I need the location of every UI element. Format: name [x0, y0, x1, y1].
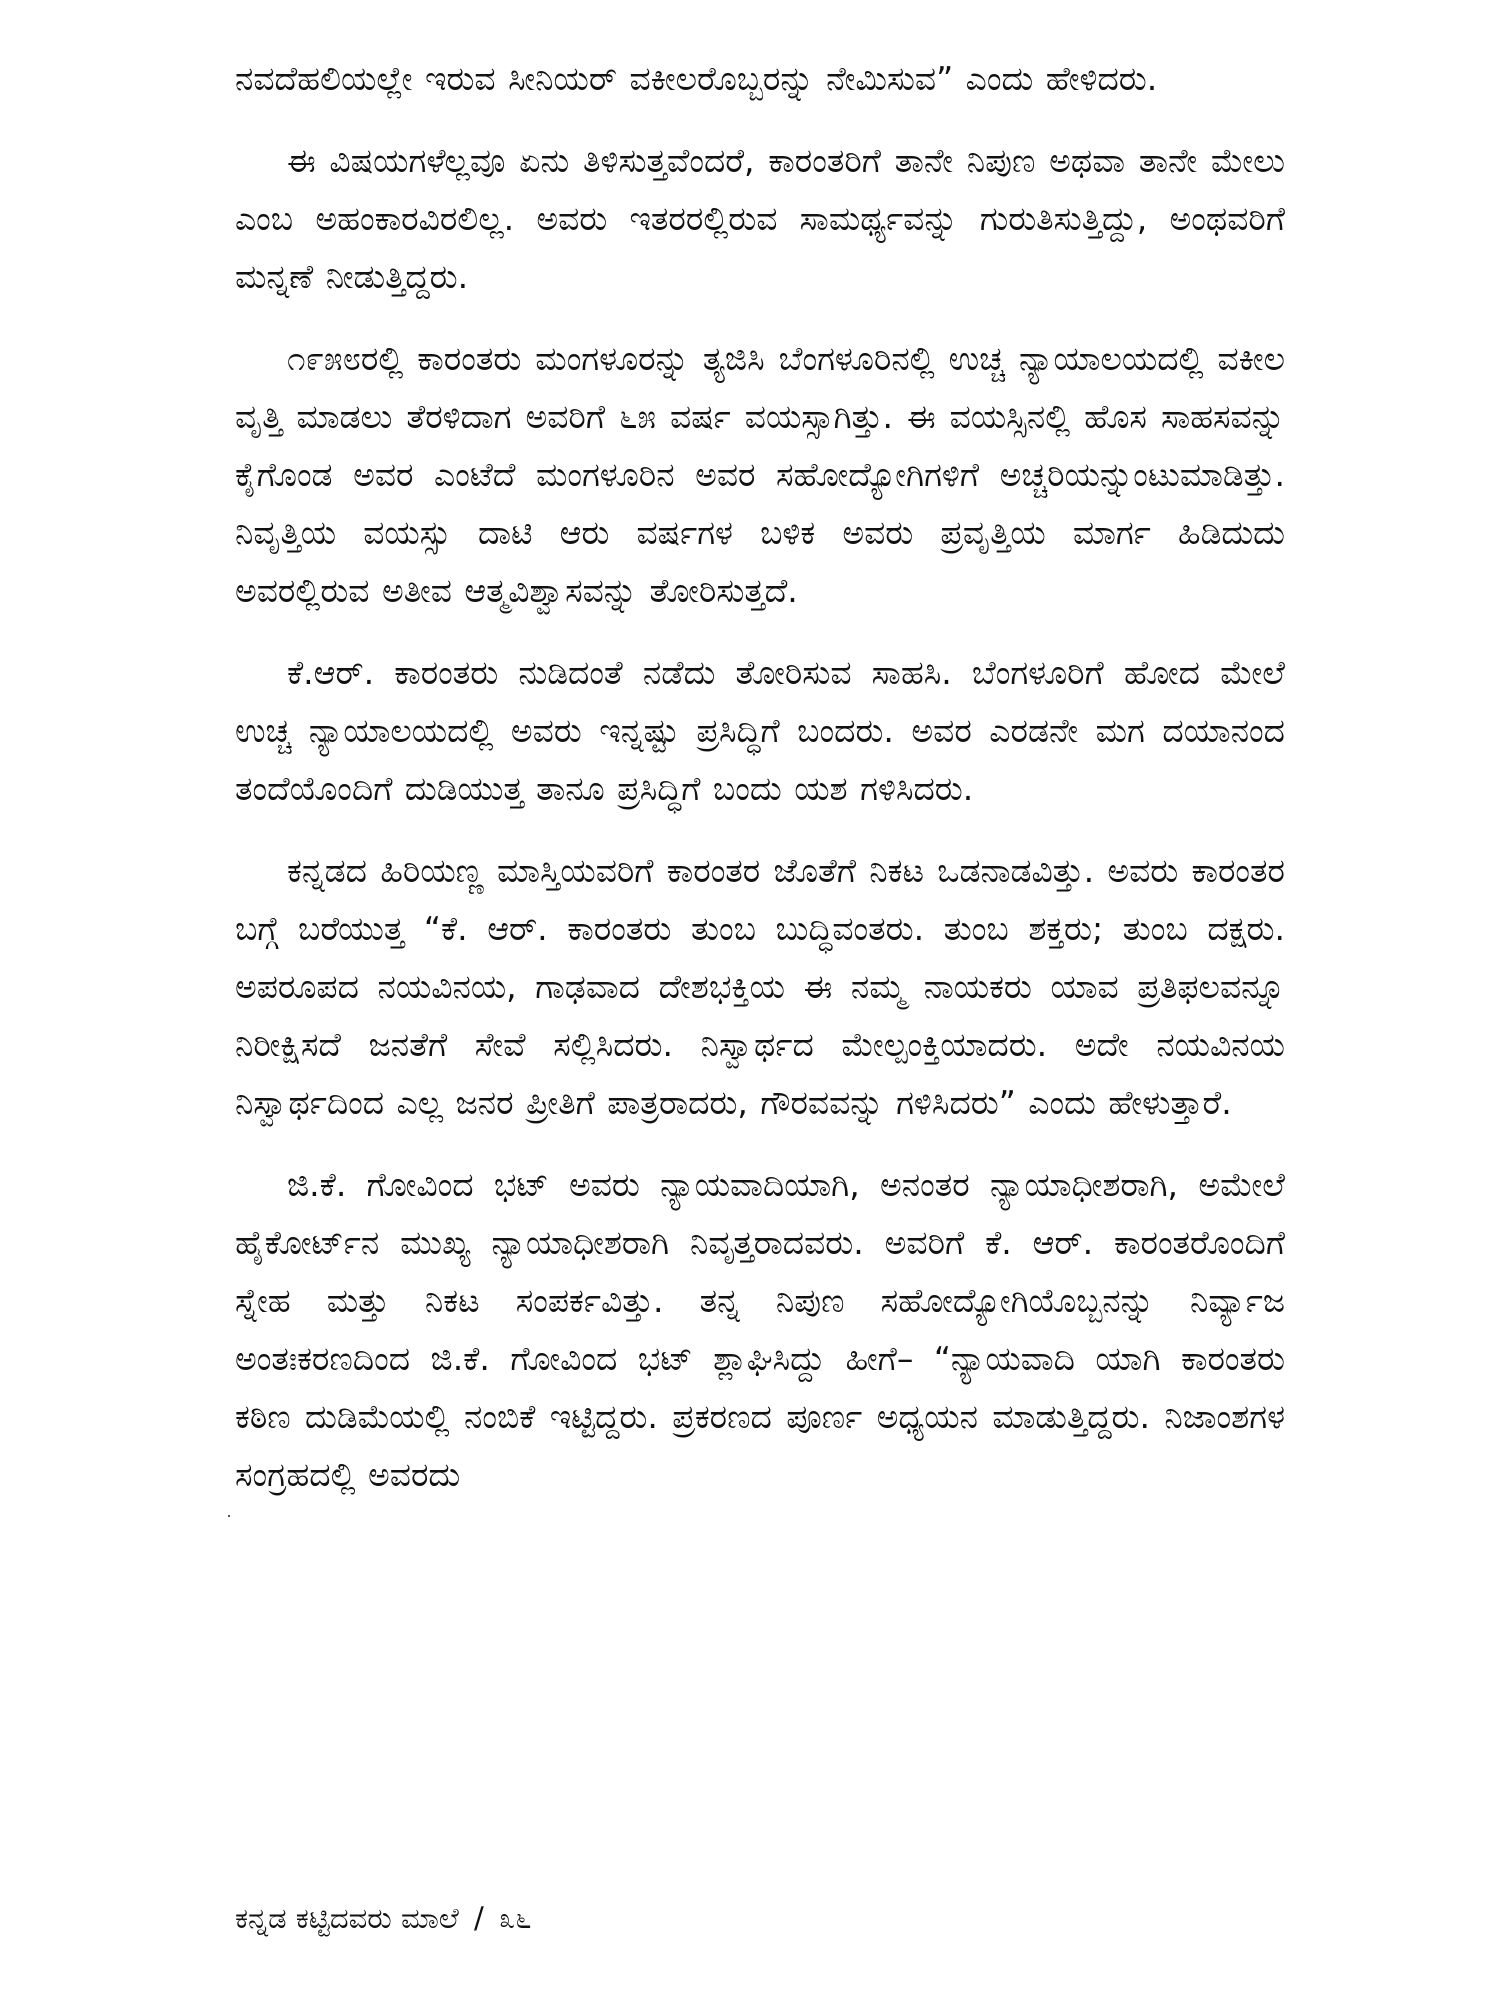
- paragraph-1: ನವದೆಹಲಿಯಲ್ಲೇ ಇರುವ ಸೀನಿಯರ್ ವಕೀಲರೊಬ್ಬರನ್ನು ನೇಮಿಸುವ” ಎಂದು ಹೇಳಿದರು.: [235, 59, 1158, 98]
- paragraph-4: ಕೆ.ಆರ್. ಕಾರಂತರು ನುಡಿದಂತೆ ನಡೆದು ತೋರಿಸುವ ಸಾಹಸಿ. ಬೆಂಗಳೂರಿಗೆ ಹೋದ ಮೇಲೆ ಉಚ್ಚ ನ್ಯಾಯಾಲಯದಲ್ಲಿ ಅವರು ಇನ್ನಷ್ಟು ಪ್ರಸಿದ್ಧಿಗೆ ಬಂದರು. ಅವರ ಎರಡನೇ ಮಗ ದಯಾನಂದ ತಂದೆಯೊಂದಿಗೆ ದುಡಿಯುತ್ತ ತಾನೂ ಪ್ರಸಿದ್ಧಿಗೆ ಬಂದು ಯಶ ಗಳಿಸಿದರು.: [235, 653, 1285, 808]
- page-footer: [235, 1898, 531, 1938]
- paragraph-6: ಜಿ.ಕೆ. ಗೋವಿಂದ ಭಟ್ ಅವರು ನ್ಯಾಯವಾದಿಯಾಗಿ, ಅನಂತರ ನ್ಯಾಯಾಧೀಶರಾಗಿ, ಅಮೇಲೆ ಹೈಕೋರ್ಟ್‌ನ ಮುಖ್ಯ ನ್ಯಾಯಾಧೀಶರಾಗಿ ನಿವೃತ್ತರಾದವರು. ಅವರಿಗೆ ಕೆ. ಆರ್. ಕಾರಂತರೊಂದಿಗೆ ಸ್ನೇಹ ಮತ್ತು ನಿಕಟ ಸಂಪರ್ಕವಿತ್ತು. ತನ್ನ ನಿಪುಣ ಸಹೋದ್ಯೋಗಿಯೊಬ್ಬನನ್ನು ನಿರ್ವ್ಯಾಜ ಅಂತಃಕರಣದಿಂದ ಜಿ.ಕೆ. ಗೋವಿಂದ ಭಟ್ ಶ್ಲಾಘಿಸಿದ್ದು ಹೀಗೆ– “ನ್ಯಾಯವಾದಿ ಯಾಗಿ ಕಾರಂತರು ಕಠಿಣ ದುಡಿಮೆಯಲ್ಲಿ ನಂಬಿಕೆ ಇಟ್ಟಿದ್ದರು. ಪ್ರಕರಣದ ಪೂರ್ಣ ಅಧ್ಯಯನ ಮಾಡುತ್ತಿದ್ದರು. ನಿಜಾಂಶಗಳ ಸಂಗ್ರಹದಲ್ಲಿ ಅವರದು: [235, 1165, 1285, 1494]
- page-number: ೩೬: [498, 1901, 532, 1935]
- body-text: [235, 50, 1285, 1528]
- series-title: ಕನ್ನಡ ಕಟ್ಟಿದವರು ಮಾಲೆ: [235, 1901, 459, 1935]
- scan-speck: [228, 1515, 230, 1517]
- paragraph-3: ೧೯೫೮ರಲ್ಲಿ ಕಾರಂತರು ಮಂಗಳೂರನ್ನು ತ್ಯಜಿಸಿ ಬೆಂಗಳೂರಿನಲ್ಲಿ ಉಚ್ಚ ನ್ಯಾಯಾಲಯದಲ್ಲಿ ವಕೀಲ ವೃತ್ತಿ ಮಾಡಲು ತೆರಳಿದಾಗ ಅವರಿಗೆ ೬೫ ವರ್ಷ ವಯಸ್ಸಾಗಿತ್ತು. ಈ ವಯಸ್ಸಿನಲ್ಲಿ ಹೊಸ ಸಾಹಸವನ್ನು ಕೈಗೊಂಡ ಅವರ ಎಂಟೆದೆ ಮಂಗಳೂರಿನ ಅವರ ಸಹೋದ್ಯೋಗಿಗಳಿಗೆ ಅಚ್ಚರಿಯನ್ನುಂಟುಮಾಡಿತ್ತು. ನಿವೃತ್ತಿಯ ವಯಸ್ಸು ದಾಟಿ ಆರು ವರ್ಷಗಳ ಬಳಿಕ ಅವರು ಪ್ರವೃತ್ತಿಯ ಮಾರ್ಗ ಹಿಡಿದುದು ಅವರಲ್ಲಿರುವ ಅತೀವ ಆತ್ಮವಿಶ್ವಾಸವನ್ನು ತೋರಿಸುತ್ತದೆ.: [235, 339, 1285, 610]
- paragraph-5: ಕನ್ನಡದ ಹಿರಿಯಣ್ಣ ಮಾಸ್ತಿಯವರಿಗೆ ಕಾರಂತರ ಜೊತೆಗೆ ನಿಕಟ ಒಡನಾಡವಿತ್ತು. ಅವರು ಕಾರಂತರ ಬಗ್ಗೆ ಬರೆಯುತ್ತ “ಕೆ. ಆರ್. ಕಾರಂತರು ತುಂಬ ಬುದ್ಧಿವಂತರು. ತುಂಬ ಶಕ್ತರು; ತುಂಬ ದಕ್ಷರು. ಅಪರೂಪದ ನಯವಿನಯ, ಗಾಢವಾದ ದೇಶಭಕ್ತಿಯ ಈ ನಮ್ಮ ನಾಯಕರು ಯಾವ ಪ್ರತಿಫಲವನ್ನೂ ನಿರೀಕ್ಷಿಸದೆ ಜನತೆಗೆ ಸೇವೆ ಸಲ್ಲಿಸಿದರು. ನಿಸ್ವಾರ್ಥದ ಮೇಲ್ಪಂಕ್ತಿಯಾದರು. ಅದೇ ನಯವಿನಯ ನಿಸ್ವಾರ್ಥದಿಂದ ಎಲ್ಲ ಜನರ ಪ್ರೀತಿಗೆ ಪಾತ್ರರಾದರು, ಗೌರವವನ್ನು ಗಳಿಸಿದರು” ಎಂದು ಹೇಳುತ್ತಾರೆ.: [235, 851, 1285, 1122]
- paragraph-2: ಈ ವಿಷಯಗಳೆಲ್ಲವೂ ಏನು ತಿಳಿಸುತ್ತವೆಂದರೆ, ಕಾರಂತರಿಗೆ ತಾನೇ ನಿಪುಣ ಅಥವಾ ತಾನೇ ಮೇಲು ಎಂಬ ಅಹಂಕಾರವಿರಲಿಲ್ಲ. ಅವರು ಇತರರಲ್ಲಿರುವ ಸಾಮರ್ಥ್ಯವನ್ನು ಗುರುತಿಸುತ್ತಿದ್ದು, ಅಂಥವರಿಗೆ ಮನ್ನಣೆ ನೀಡುತ್ತಿದ್ದರು.: [235, 141, 1285, 296]
- footer-separator: /: [473, 1901, 484, 1935]
